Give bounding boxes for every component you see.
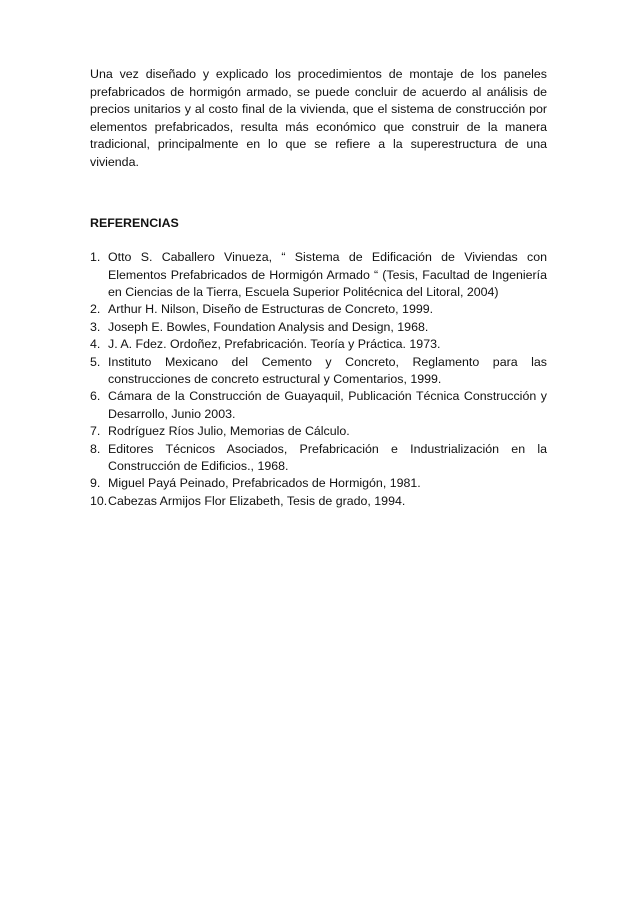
reference-number: 1. [90, 250, 101, 265]
reference-text: Arthur H. Nilson, Diseño de Estructuras de Concreto, 1999. [108, 302, 434, 317]
reference-text: Miguel Payá Peinado, Prefabricados de Hormigón, 1981. [108, 476, 421, 491]
reference-item [90, 249, 547, 301]
reference-item [90, 441, 547, 476]
document-page [90, 66, 547, 510]
reference-text: Joseph E. Bowles, Foundation Analysis and Design, 1968. [108, 319, 429, 334]
reference-number: 4. [90, 337, 101, 352]
reference-item [90, 493, 547, 510]
reference-number: 9. [90, 476, 101, 491]
reference-item [90, 319, 547, 336]
reference-text: Cámara de la Construcción de Guayaquil, Publicación Técnica Construcción y Desarrollo, Junio 2003. [108, 389, 547, 421]
reference-item [90, 301, 547, 318]
references-list [90, 249, 547, 510]
reference-text: Editores Técnicos Asociados, Prefabricación e Industrialización en la Construcción de Edificios., 1968. [108, 441, 547, 474]
reference-item [90, 336, 547, 353]
reference-number: 6. [90, 389, 101, 404]
reference-text: Instituto Mexicano del Cemento y Concreto, Reglamento para las construcciones de concreto estructural y Comentarios, 1999. [108, 354, 547, 386]
reference-number: 8. [90, 441, 101, 456]
reference-item [90, 388, 547, 423]
reference-number: 7. [90, 424, 101, 439]
reference-number: 2. [90, 302, 101, 317]
reference-number: 5. [90, 354, 101, 369]
reference-text: Otto S. Caballero Vinueza, “ Sistema de Edificación de Viviendas con Elementos Prefabricados de Hormigón Armado “ (Tesis, Facultad de Ingeniería en Ciencias de la Tierra, Escuela Superior Politécnica del Litoral, 2004) [108, 250, 547, 299]
reference-item [90, 354, 547, 389]
references-heading: REFERENCIAS [90, 215, 179, 230]
reference-text: J. A. Fdez. Ordoñez, Prefabricación. Teoría y Práctica. 1973. [108, 337, 441, 352]
reference-item [90, 423, 547, 440]
reference-item [90, 475, 547, 492]
reference-text: Rodríguez Ríos Julio, Memorias de Cálculo. [108, 424, 350, 439]
reference-text: Cabezas Armijos Flor Elizabeth, Tesis de grado, 1994. [108, 493, 406, 508]
reference-number: 3. [90, 319, 101, 334]
conclusion-paragraph: Una vez diseñado y explicado los procedimientos de montaje de los paneles prefabricados de hormigón armado, se puede concluir de acuerdo al análisis de precios unitarios y al costo final de la vivienda, que el sistema de construcción por elementos prefabricados, resulta más económico que construir de la manera tradicional, principalmente en lo que se refiere a la superestructura de una vivienda. [90, 67, 547, 169]
reference-number: 10. [90, 493, 108, 508]
